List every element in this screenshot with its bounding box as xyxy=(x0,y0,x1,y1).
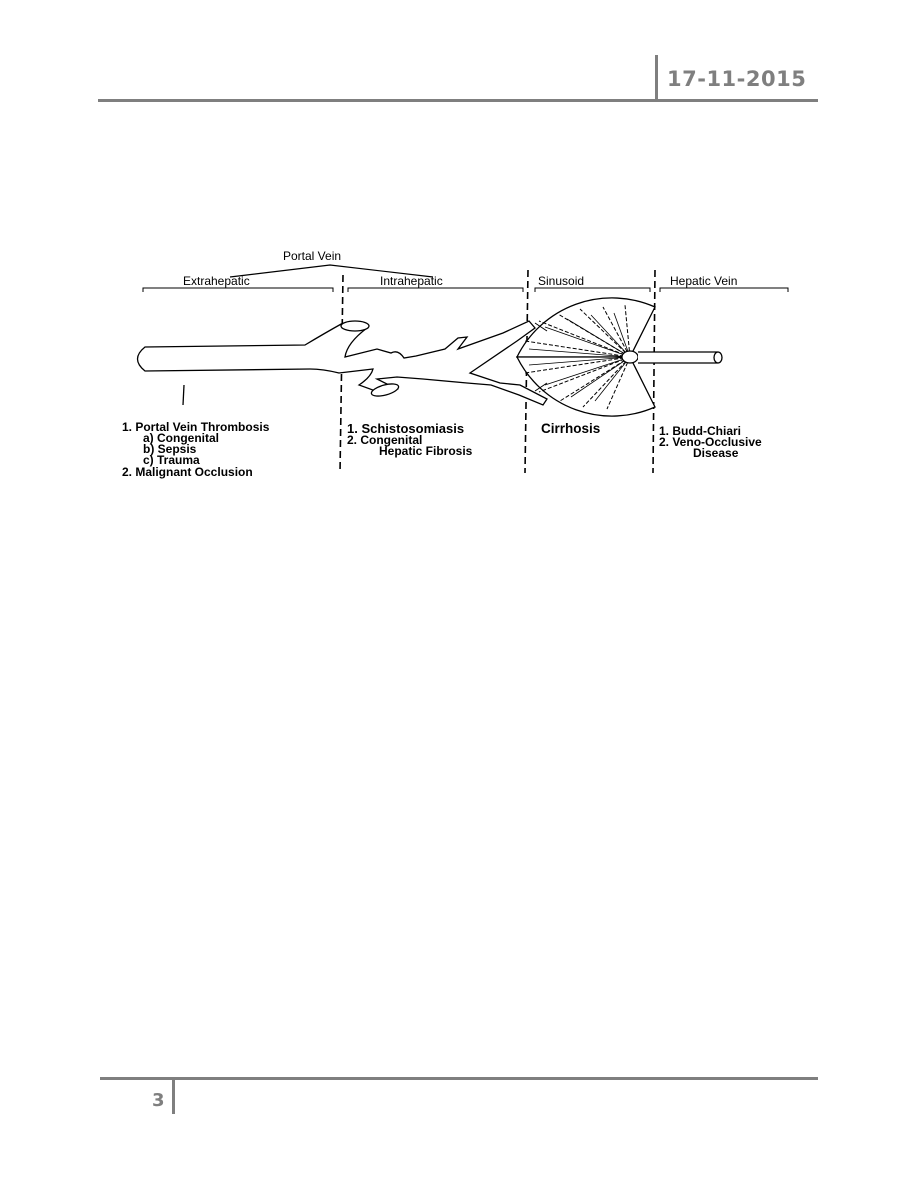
hepatic-vein-tube xyxy=(638,352,722,363)
sinusoid-cause-1: Cirrhosis xyxy=(541,421,601,436)
intrahepatic-cause-2: 2. Congenital xyxy=(347,433,423,447)
extrahepatic-causes xyxy=(122,420,270,479)
extrahepatic-cause-2: 2. Malignant Occlusion xyxy=(122,465,253,479)
header-date: 17-11-2015 xyxy=(667,67,807,91)
footer-divider xyxy=(172,1078,175,1114)
intrahepatic-cause-1: 1. Schistosomiasis xyxy=(347,421,465,436)
region-intrahepatic-label: Intrahepatic xyxy=(380,274,443,288)
intrahepatic-cause-2-cont: Hepatic Fibrosis xyxy=(379,444,473,458)
intrahepatic-causes xyxy=(347,421,473,458)
page-number: 3 xyxy=(152,1090,165,1111)
header-divider xyxy=(655,55,658,100)
region-brackets xyxy=(143,288,788,292)
portal-hypertension-diagram xyxy=(115,245,805,480)
hepatic-cause-2-cont: Disease xyxy=(693,446,739,460)
region-hepatic-vein-label: Hepatic Vein xyxy=(670,274,738,288)
header-rule xyxy=(98,99,818,102)
extrahepatic-cause-1: 1. Portal Vein Thrombosis xyxy=(122,420,270,434)
region-extrahepatic-label: Extrahepatic xyxy=(183,274,250,288)
extrahepatic-cause-1b: b) Sepsis xyxy=(143,442,197,456)
hepatic-cause-1: 1. Budd-Chiari xyxy=(659,424,742,438)
extrahepatic-cause-1c: c) Trauma xyxy=(143,453,200,467)
portal-vein-label: Portal Vein xyxy=(283,249,342,263)
footer-rule xyxy=(100,1077,818,1080)
hepatic-vein-causes xyxy=(659,424,762,460)
region-sinusoid-label: Sinusoid xyxy=(538,274,585,288)
portal-vein-illustration xyxy=(138,321,548,405)
extrahepatic-cause-1a: a) Congenital xyxy=(143,431,220,445)
hepatic-cause-2: 2. Veno-Occlusive xyxy=(659,435,762,449)
sinusoid-causes xyxy=(541,421,600,436)
